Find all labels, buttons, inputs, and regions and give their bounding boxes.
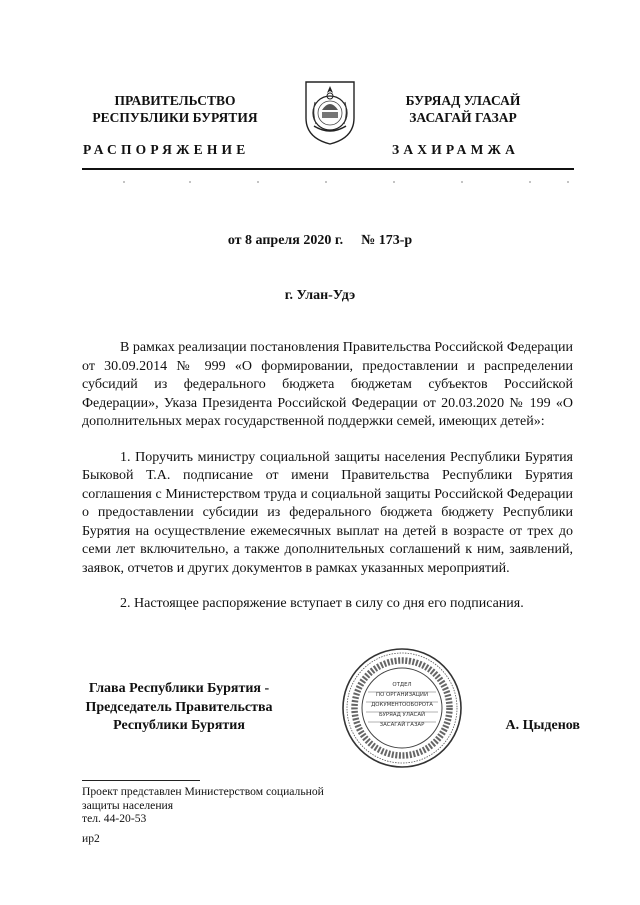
footer-note-line2: защиты населения: [82, 798, 174, 812]
header-divider: [82, 168, 574, 170]
stamp-text-line1: ОТДЕЛ: [392, 682, 412, 688]
signatory-title-line1: Глава Республики Бурятия -: [88, 681, 270, 696]
item-1-paragraph: 1. Поручить министру социальной защиты населения Республики Бурятия Быковой Т.А. подписание от имени Правительства Республики Бурятия соглашения с Министерством труда и социальной защиты Российской Федерации о предоставлении субсидии из федерального бюджета бюджету Республики Бурятия на осуществление ежемесячных выплат на детей в возрасте от трех до семи лет включительно, а также дополнительных соглашений к ним, заявлений, заявок, отчетов и других документов в рамках указанных мероприятий.: [82, 449, 573, 576]
footer-note: [82, 785, 402, 845]
org-name-ru-line2: РЕСПУБЛИКИ БУРЯТИЯ: [92, 110, 258, 125]
doc-type-ru: РАСПОРЯЖЕНИЕ: [83, 142, 250, 157]
footer-code: ир2: [82, 831, 100, 845]
signatory-title-line2: Председатель Правительства: [85, 699, 273, 715]
order-city: г. Улан-Удэ: [284, 288, 356, 303]
org-name-bua-line1: БУРЯАД УЛАСАЙ: [405, 93, 521, 108]
order-date-line: [0, 233, 640, 249]
header-dotted-divider: [82, 172, 574, 178]
document-body: [82, 339, 573, 614]
stamp-text-line3: ДОКУМЕНТООБОРОТА: [371, 702, 433, 708]
signatory-name: А. Цыденов: [505, 718, 580, 733]
order-date: от 8 апреля 2020 г.: [227, 233, 344, 248]
coat-of-arms-emblem: [300, 78, 360, 146]
stamp-text-line2: ПО ОРГАНИЗАЦИИ: [376, 692, 428, 698]
header-right: [378, 92, 548, 126]
org-name-ru-line1: ПРАВИТЕЛЬСТВО: [114, 93, 236, 108]
official-seal-stamp: [340, 646, 464, 770]
doc-type-bua: ЗАХИРАМЖА: [392, 142, 520, 157]
stamp-text-line5: ЗАСАГАЙ ГАЗАР: [379, 722, 425, 728]
signatory-title-line3: Республики Бурятия: [113, 718, 245, 733]
preamble-paragraph: В рамках реализации постановления Правительства Российской Федерации от 30.09.2014 № 999 «О формировании, предоставлении и распределении субсидий из федерального бюджета бюджетам субъектов Российской Федерации», Указа Президента Российской Федерации от 20.03.2020 № 199 «О дополнительных мерах государственной поддержки семей, имеющих детей»:: [82, 340, 573, 429]
signatory-title: [72, 680, 286, 736]
order-number: № 173-р: [361, 233, 413, 248]
footer-rule: [82, 780, 200, 781]
header-left: [80, 92, 270, 126]
footer-phone: тел. 44-20-53: [82, 812, 147, 825]
stamp-text-line4: БУРЯАД УЛАСАЙ: [378, 712, 426, 718]
org-name-bua-line2: ЗАСАГАЙ ГАЗАР: [409, 110, 517, 125]
item-2-paragraph: 2. Настоящее распоряжение вступает в силу со дня его подписания.: [120, 596, 524, 611]
footer-note-line1: Проект представлен Министерством социальной: [82, 785, 324, 798]
